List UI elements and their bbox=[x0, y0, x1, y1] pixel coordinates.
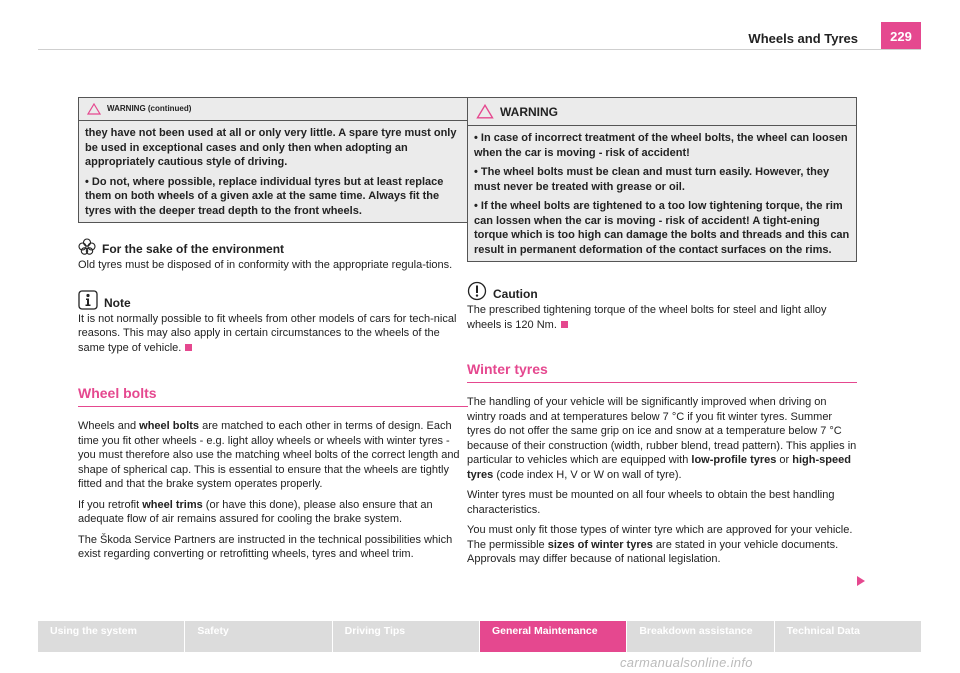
flower-icon bbox=[78, 238, 96, 256]
winter-tyres-section bbox=[467, 362, 857, 567]
text-run: (code index H, V or W on wall of tyre). bbox=[493, 468, 682, 481]
footer-nav bbox=[38, 621, 921, 652]
header-rule bbox=[38, 49, 921, 50]
environment-heading: For the sake of the environment bbox=[102, 242, 285, 256]
bold-term: sizes of winter tyres bbox=[547, 538, 653, 551]
note-heading: Note bbox=[104, 295, 131, 310]
winter-paragraph bbox=[467, 395, 857, 482]
text-run: If you retrofit bbox=[78, 498, 143, 511]
page-header-title: Wheels and Tyres bbox=[748, 31, 858, 46]
warning-paragraph: • The wheel bolts must be clean and must turn easily. However, they must never be treated with grease or oil. bbox=[474, 166, 830, 193]
warning-heading: WARNING bbox=[500, 104, 558, 119]
note-text bbox=[78, 312, 468, 356]
end-marker bbox=[185, 344, 192, 351]
tab-driving-tips[interactable]: Driving Tips bbox=[333, 621, 479, 652]
tab-safety[interactable]: Safety bbox=[185, 621, 331, 652]
warning-continued-heading: WARNING (continued) bbox=[107, 104, 192, 113]
caution-heading: Caution bbox=[493, 287, 538, 301]
page-number: 229 bbox=[881, 22, 921, 50]
warning-triangle-icon bbox=[476, 104, 494, 119]
caution-text-content: The prescribed tightening torque of the wheel bolts for steel and light alloy wheels is 120 Nm. bbox=[467, 304, 827, 331]
note-header bbox=[78, 290, 468, 310]
caution-icon bbox=[467, 281, 487, 301]
caution-text bbox=[467, 303, 857, 332]
wheel-bolts-title: Wheel bolts bbox=[78, 386, 468, 407]
info-icon bbox=[78, 290, 98, 310]
text-run: The handling of your vehicle will be significantly improved when driving on wintry roads and at temperatures below 7 °C if you fit winter tyres. Summer tyres do not offer the same grip on ice and snow at a temperature below 7 °C because of their construction (width, rubber blend, tread pattern). This applies in particular to vehicles which are equipped with bbox=[467, 396, 857, 466]
wheel-bolts-section bbox=[78, 386, 468, 562]
winter-paragraph: Winter tyres must be mounted on all four wheels to obtain the best handling characteristics. bbox=[467, 489, 835, 516]
environment-text: Old tyres must be disposed of in conformity with the appropriate regula-tions. bbox=[78, 259, 453, 271]
warning-paragraph: they have not been used at all or only very little. A spare tyre must only be used in exceptional cases and only then when adopting an appropriately cautious style of driving. bbox=[85, 127, 457, 168]
bold-term: low-profile tyres bbox=[691, 454, 777, 466]
bold-term: high-speed tyres bbox=[467, 454, 851, 481]
warning-continued-header bbox=[79, 98, 467, 121]
caution-header bbox=[467, 281, 857, 301]
tab-technical-data[interactable]: Technical Data bbox=[775, 621, 921, 652]
warning-header bbox=[468, 98, 856, 126]
caution-section bbox=[467, 281, 857, 332]
note-section bbox=[78, 290, 468, 356]
environment-header bbox=[78, 238, 468, 256]
note-text-content: It is not normally possible to fit wheels from other models of cars for tech-nical reasons. This may also apply in certain circumstances to the wheels of the same type of vehicle. bbox=[78, 312, 457, 354]
wheel-bolts-paragraph bbox=[78, 419, 468, 492]
bold-term: wheel trims bbox=[142, 498, 203, 511]
next-page-arrow-icon[interactable] bbox=[857, 576, 865, 586]
warning-paragraph: • In case of incorrect treatment of the wheel bolts, the wheel can loosen when the car is moving - risk of accident! bbox=[474, 132, 848, 159]
left-column bbox=[78, 97, 468, 568]
right-column bbox=[467, 97, 857, 573]
end-marker bbox=[561, 321, 568, 328]
text-run: are matched to each other in terms of design. Each time you fit other wheels - e.g. light alloy wheels or wheels with winter tyres - you must therefore also use the matching wheel bolts of the correct length and shape of spherical cap. This is essential to ensure that the wheels are tightly fitted and that the brake system operates properly. bbox=[78, 420, 460, 490]
bold-term: wheel bolts bbox=[139, 420, 200, 432]
tab-breakdown-assistance[interactable]: Breakdown assistance bbox=[627, 621, 773, 652]
text-run: or bbox=[776, 454, 793, 466]
wheel-bolts-paragraph: The Škoda Service Partners are instructed in the technical possibilities which exist regarding converting or retrofitting wheels, tyres and wheel trim. bbox=[78, 533, 453, 560]
winter-paragraph bbox=[467, 523, 857, 567]
warning-body bbox=[468, 126, 856, 261]
watermark: carmanualsonline.info bbox=[620, 655, 753, 670]
text-run: are stated in your vehicle documents. Approvals may differ because of national legislation. bbox=[467, 538, 839, 565]
environment-section bbox=[78, 238, 468, 273]
warning-paragraph: • If the wheel bolts are tightened to a too low tightening torque, the rim can lossen when the car is moving - risk of accident! A tight-ening torque which is too high can damage the bolts and threads and this can result in permanent deformation of the contact surfaces on the rims. bbox=[474, 200, 850, 256]
warning-paragraph: • Do not, where possible, replace individual tyres but at least replace them on both wheels of a given axle at the same time. Always fit the tyres with the deeper tread depth to the front wheels. bbox=[85, 175, 444, 217]
warning-continued-body bbox=[79, 121, 467, 222]
warning-triangle-icon bbox=[87, 103, 101, 115]
winter-tyres-title: Winter tyres bbox=[467, 362, 857, 383]
text-run: (or have this done), please also ensure that an adequate flow of air remains assured for cooling the brake system. bbox=[78, 498, 433, 525]
text-run: You must only fit those types of winter tyre which are approved for your vehicle. The permissible bbox=[467, 524, 853, 551]
text-run: Wheels and bbox=[78, 420, 140, 432]
warning-continued-box bbox=[78, 97, 468, 223]
tab-using-the-system[interactable]: Using the system bbox=[38, 621, 184, 652]
warning-box bbox=[467, 97, 857, 262]
tab-general-maintenance[interactable]: General Maintenance bbox=[480, 621, 626, 652]
wheel-bolts-paragraph bbox=[78, 498, 468, 527]
